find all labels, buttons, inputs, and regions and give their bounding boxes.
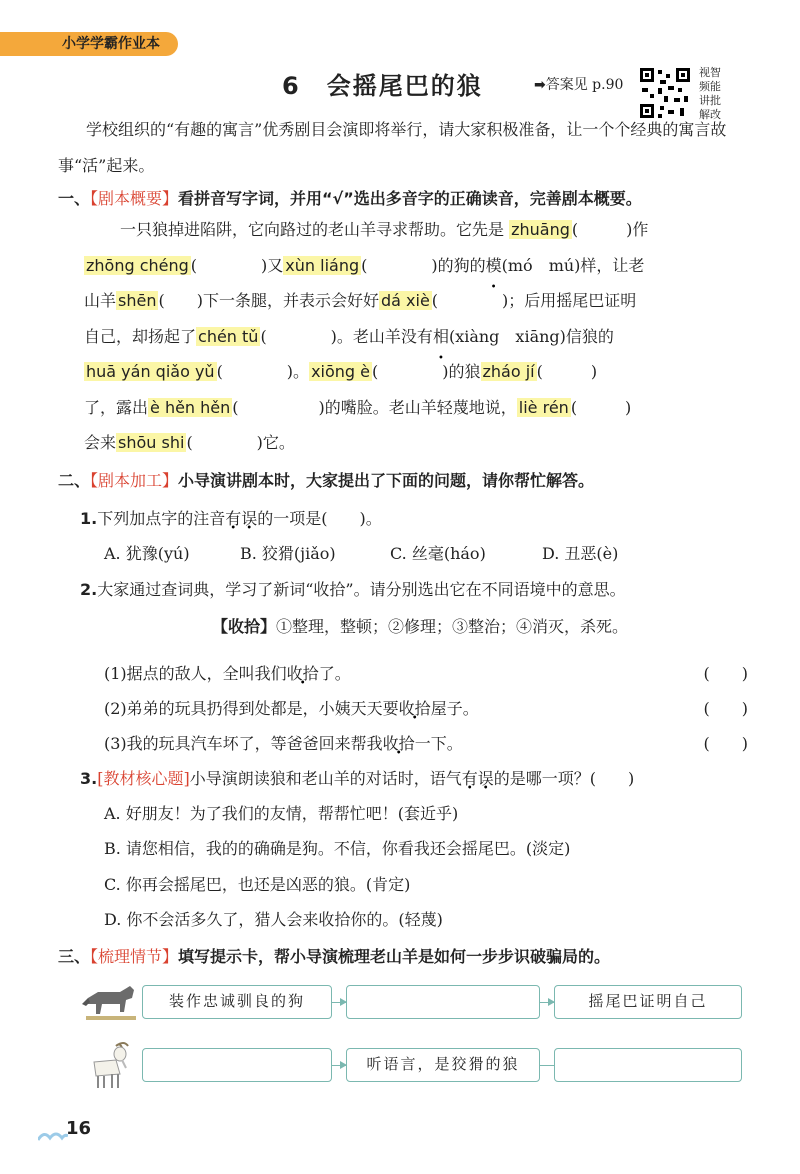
qr-label-line: 讲批	[699, 94, 721, 107]
answer-blank[interactable]: ( )的嘴脸。老山羊轻蔑地说，	[232, 397, 517, 417]
plot-card: 装作忠诚驯良的狗	[142, 985, 332, 1019]
question-number: 1.	[80, 509, 98, 528]
sub-question-text: 一下。	[414, 734, 463, 753]
section1-instruction: 看拼音写字词，并用“√”选出多音字的正确读音，完善剧本概要。	[178, 189, 642, 208]
dotted-character: 有	[225, 509, 242, 528]
plot-card-blank[interactable]	[142, 1048, 332, 1082]
arrow-right-icon: ➡	[534, 77, 546, 93]
question-text: 小导演朗读狼和老山羊的对话时，语气	[189, 769, 462, 788]
answer-blank[interactable]: ( )	[536, 362, 598, 381]
dotted-character: 误	[477, 769, 494, 788]
sub-question	[104, 661, 748, 684]
section3-tag: 【梳理情节】	[90, 947, 179, 966]
question-text[interactable]: 的是哪一项？( )	[493, 769, 635, 788]
sub-question-text: (2)弟弟的玩具扔得到处都是，小姨天天要	[104, 699, 399, 718]
sub-question-text: 屋子。	[430, 699, 479, 718]
option[interactable]: A. 好朋友！为了我们的友情，帮帮忙吧！(套近乎)	[104, 804, 459, 823]
dotted-text	[462, 769, 494, 788]
lesson-number: 6	[282, 72, 301, 100]
section1-heading	[58, 186, 642, 209]
answer-blank[interactable]: ( )又	[190, 255, 284, 275]
dotted-character: 误	[241, 509, 258, 528]
pinyin-prompt: xùn liáng	[285, 255, 360, 275]
answer-blank[interactable]: ( )它。	[186, 433, 295, 452]
qr-label-line: 解改	[699, 108, 721, 121]
qr-label-line: 视智	[699, 66, 721, 79]
pinyin-prompt: huā yán qiǎo yǔ	[86, 362, 215, 381]
dotted-word: 收拾	[398, 699, 431, 718]
sub-question-text: 了。	[318, 664, 351, 683]
dotted-word: 收拾	[286, 664, 319, 683]
answer-blank[interactable]: ( )。老山羊没有	[260, 326, 433, 346]
sub-question-text: (3)我的玩具汽车坏了，等爸爸回来帮我	[104, 734, 383, 753]
section1-prefix: 一、	[58, 189, 91, 208]
summary-text: 一只狼掉进陷阱，它向路过的老山羊寻求帮助。它先是	[120, 220, 505, 239]
dotted-character: 有	[461, 769, 478, 788]
arrow-connector	[332, 1065, 346, 1066]
option[interactable]: B. 请您相信，我的的确确是狗。不信，你看我还会摇尾巴。(淡定)	[104, 839, 571, 858]
question-1-stem	[80, 506, 382, 529]
pinyin-prompt: chén tǔ	[198, 326, 259, 346]
reading-choice[interactable]: (xiàng xiāng)信狼的	[448, 326, 614, 346]
summary-text: 了，露出	[84, 397, 149, 417]
question-number: 2.	[80, 580, 98, 599]
question-3-stem	[80, 766, 634, 789]
plot-card-blank[interactable]	[554, 1048, 742, 1082]
section3-prefix: 三、	[58, 947, 91, 966]
option[interactable]: A. 犹豫(yú)	[104, 544, 190, 563]
question-2-stem	[80, 577, 626, 600]
answer-blank[interactable]: ( )；后用摇尾巴证明	[431, 291, 637, 310]
question-number: 3.	[80, 769, 98, 788]
wolf-icon	[80, 978, 138, 1024]
lesson-title-text: 会摇尾巴的狼	[326, 72, 483, 100]
pinyin-prompt: liè rén	[518, 397, 569, 417]
summary-text: 山羊	[84, 291, 117, 310]
answer-blank[interactable]: ( )。	[216, 362, 310, 381]
plot-card: 听语言，是狡猾的狼	[346, 1048, 540, 1082]
pinyin-prompt: zhuāng	[511, 220, 570, 239]
qr-label-line: 频能	[699, 80, 721, 93]
pinyin-prompt: dá xiè	[380, 291, 430, 310]
pinyin-prompt: shēn	[118, 291, 157, 310]
question-text: 下列加点字的注音	[97, 509, 226, 528]
answer-blank[interactable]: ( )	[570, 397, 632, 417]
page-number: 16	[66, 1118, 92, 1139]
pinyin-prompt: zháo jí	[482, 362, 535, 381]
script-summary	[84, 212, 748, 461]
wave-decoration-icon	[38, 1128, 68, 1142]
answer-paren[interactable]: ( )	[703, 664, 748, 683]
sub-question	[104, 696, 748, 719]
answer-paren[interactable]: ( )	[703, 734, 748, 753]
pinyin-prompt: è hěn hěn	[150, 397, 231, 417]
definition-body: ①整理，整顿；②修理；③整治；④消灭，杀死。	[276, 617, 629, 636]
dotted-character: 相	[432, 326, 449, 346]
pinyin-prompt: zhōng chéng	[86, 255, 189, 275]
dotted-word: 收拾	[382, 734, 415, 753]
question-text: 大家通过查词典，学习了新词“收拾”。请分别选出它在不同语境中的意思。	[97, 580, 626, 599]
lesson-title	[282, 66, 483, 101]
reading-choice[interactable]: (mó mú)样，让老	[501, 255, 645, 275]
answer-blank[interactable]: ( )下一条腿，并表示会好好	[158, 291, 379, 310]
section2-heading	[58, 468, 594, 491]
answer-paren[interactable]: ( )	[703, 699, 748, 718]
dotted-character: 模	[485, 255, 502, 275]
option[interactable]: D. 你不会活多久了，猎人会来收拾你的。(轻蔑)	[104, 910, 443, 929]
pinyin-prompt: shōu shi	[118, 433, 185, 452]
plot-card: 摇尾巴证明自己	[554, 985, 742, 1019]
arrow-connector	[332, 1002, 346, 1003]
core-question-tag: [教材核心题]	[97, 769, 190, 788]
plot-card-blank[interactable]	[346, 985, 540, 1019]
definition-head: 【收拾】	[212, 617, 277, 636]
sub-question	[104, 731, 748, 754]
section3-heading	[58, 944, 610, 967]
section3-instruction: 填写提示卡，帮小导演梳理老山羊是如何一步步识破骗局的。	[178, 947, 611, 966]
question-text[interactable]: 的一项是( )。	[257, 509, 382, 528]
option[interactable]: C. 你再会摇尾巴，也还是凶恶的狼。(肯定)	[104, 875, 411, 894]
option[interactable]: C. 丝毫(háo)	[390, 544, 486, 563]
section2-tag: 【剧本加工】	[90, 471, 179, 490]
section2-prefix: 二、	[58, 471, 91, 490]
summary-text: 自己，却扬起了	[84, 326, 197, 346]
section2-instruction: 小导演讲剧本时，大家提出了下面的问题，请你帮忙解答。	[178, 471, 595, 490]
option[interactable]: D. 丑恶(è)	[542, 544, 619, 563]
option[interactable]: B. 狡猾(jiǎo)	[240, 544, 336, 563]
answer-blank[interactable]: ( )的狗的	[361, 255, 486, 275]
goat-icon	[86, 1040, 132, 1092]
connector-line	[540, 1065, 554, 1066]
summary-text: 会来	[84, 433, 117, 452]
answer-blank[interactable]: ( )的狼	[372, 362, 481, 381]
book-series-tag: 小学学霸作业本	[0, 32, 178, 56]
answer-blank[interactable]: ( )作	[571, 220, 649, 239]
answer-reference	[534, 74, 623, 94]
sub-question-text: (1)据点的敌人，全叫我们	[104, 664, 287, 683]
arrow-connector	[540, 1002, 554, 1003]
section1-tag: 【剧本概要】	[90, 189, 179, 208]
pinyin-prompt: xiōng è	[311, 362, 370, 381]
answer-reference-text: 答案见 p.90	[545, 77, 624, 93]
dotted-text	[225, 509, 257, 528]
dictionary-definition	[212, 614, 628, 637]
intro-text: 学校组织的“有趣的寓言”优秀剧目会演即将举行，请大家积极准备，让一个个经典的寓言故事“活”起来。	[58, 120, 727, 175]
